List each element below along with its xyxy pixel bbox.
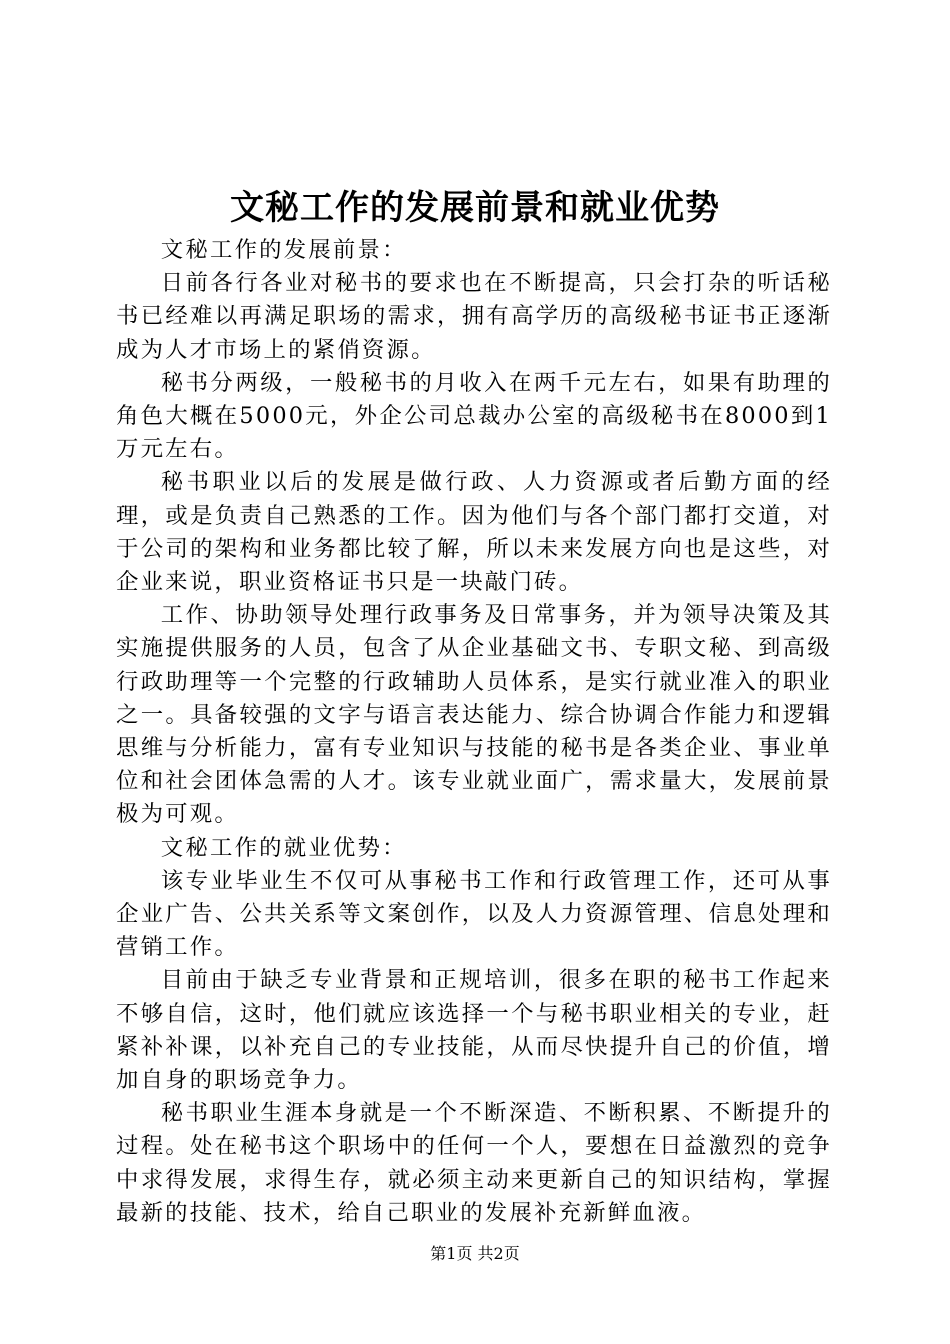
page-footer: 第1页 共2页 [430, 1244, 520, 1263]
document-title: 文秘工作的发展前景和就业优势 [230, 188, 720, 228]
body-paragraph: 日前各行各业对秘书的要求也在不断提高，只会打杂的听话秘书已经难以再满足职场的需求，拥有高学历的高级秘书证书正逐渐成为人才市场上的紧俏资源。 [116, 270, 832, 363]
section-heading-advantages: 文秘工作的就业优势： [160, 834, 407, 861]
body-paragraph: 秘书职业以后的发展是做行政、人力资源或者后勤方面的经理，或是负责自己熟悉的工作。因为他们与各个部门都打交道，对于公司的架构和业务都比较了解，所以未来发展方向也是这些，对企业来说，职业资格证书只是一块敲门砖。 [116, 469, 832, 596]
body-paragraph: 工作、协助领导处理行政事务及日常事务，并为领导决策及其实施提供服务的人员，包含了从企业基础文书、专职文秘、到高级行政助理等一个完整的行政辅助人员体系，是实行就业准入的职业之一。具备较强的文字与语言表达能力、综合协调合作能力和逻辑思维与分析能力，富有专业知识与技能的秘书是各类企业、事业单位和社会团体急需的人才。该专业就业面广，需求量大，发展前景极为可观。 [116, 602, 832, 828]
body-paragraph: 该专业毕业生不仅可从事秘书工作和行政管理工作，还可从事企业广告、公共关系等文案创作，以及人力资源管理、信息处理和营销工作。 [116, 867, 832, 961]
body-paragraph: 目前由于缺乏专业背景和正规培训，很多在职的秘书工作起来不够自信，这时，他们就应该选择一个与秘书职业相关的专业，赶紧补补课，以补充自己的专业技能，从而尽快提升自己的价值，增加自身的职场竞争力。 [116, 967, 832, 1094]
body-paragraph: 秘书分两级，一般秘书的月收入在两千元左右，如果有助理的角色大概在5000元，外企公司总裁办公室的高级秘书在8000到1万元左右。 [116, 369, 832, 463]
section-heading-prospects: 文秘工作的发展前景： [160, 237, 407, 263]
body-paragraph: 秘书职业生涯本身就是一个不断深造、不断积累、不断提升的过程。处在秘书这个职场中的任何一个人，要想在日益激烈的竞争中求得发展，求得生存，就必须主动来更新自己的知识结构，掌握最新的技能、技术，给自己职业的发展补充新鲜血液。 [116, 1100, 832, 1226]
document-body [116, 234, 832, 1230]
